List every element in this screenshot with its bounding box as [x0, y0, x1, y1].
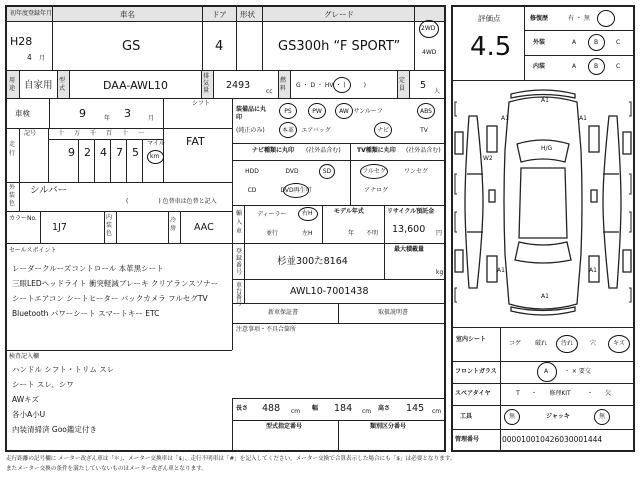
equipment-sub-label: (純正のみ)	[236, 127, 265, 134]
dealer-label: ディーラー	[257, 211, 287, 218]
grade: GS300h “F SPORT”	[278, 39, 401, 54]
mileage-digit: 9	[68, 146, 75, 159]
tv-item: フルセグ	[362, 168, 386, 175]
inspector-label: 検査記入欄	[9, 353, 40, 360]
doors-label: ドア	[212, 10, 227, 19]
equipment-item: 本革	[281, 127, 295, 134]
kg-unit: kg	[436, 269, 444, 276]
model: DAA-AWL10	[103, 79, 169, 92]
parallel-label: 並行	[266, 230, 279, 237]
interior-color-label: 内装色	[106, 214, 113, 237]
inspector-note-line: 各小A小U	[12, 410, 46, 419]
recycle-value: 13,600	[392, 224, 426, 235]
management-number: 000010010426030001444	[502, 435, 603, 444]
mileage-unit-header: 万	[74, 130, 81, 137]
chassis: AWL10-7001438	[290, 286, 369, 297]
fuel-hv-circle	[333, 77, 351, 93]
selling-point-line: レーダークルーズコントロール 本革黒シート	[12, 264, 164, 273]
tv-item: アナログ	[363, 187, 389, 194]
equipment-label: 装備品に丸印	[236, 106, 267, 121]
width: 184	[334, 403, 353, 414]
grade-mark: C	[616, 39, 621, 46]
tv-item: ワンセグ	[403, 168, 429, 175]
jack-label: ジャッキ	[546, 413, 570, 420]
jack-value: 無	[599, 413, 606, 420]
spare-tire-item: ・	[530, 390, 538, 397]
grade-mark: A	[572, 63, 577, 70]
manual-label: 取扱説明書	[378, 309, 409, 316]
reg-month-unit: 月	[39, 55, 46, 62]
drive-4wd: 4WD	[422, 49, 437, 56]
rating-score: 4.5	[470, 32, 512, 62]
inspection-year: 9	[79, 107, 86, 120]
equipment-item: PS	[284, 108, 292, 115]
inspection-month-unit: 月	[148, 115, 155, 122]
car-damage-diagram	[453, 82, 633, 325]
equipment-item: エアバッグ	[301, 127, 331, 134]
import-label: 輸入車	[236, 210, 243, 235]
fuel-label: 燃料	[280, 77, 287, 92]
mileage-divider	[94, 139, 95, 182]
equipment-item: AW	[339, 108, 349, 115]
seat-item: 穴	[589, 340, 597, 347]
inspector-note-line: 内装清掃済 Goo鑑定付き	[12, 425, 97, 434]
height: 145	[406, 403, 425, 414]
grade-mark: C	[616, 63, 621, 70]
capacity: 5	[420, 80, 427, 91]
mileage-digit: 4	[100, 146, 107, 159]
damage-mark: H/G	[541, 145, 553, 152]
seat-item: 汚れ	[560, 340, 574, 347]
body-label: 形状	[240, 10, 255, 19]
model-year-label: モデル年式	[334, 208, 364, 215]
shift-label: シフト	[192, 100, 211, 107]
mileage-unit-header: 千	[90, 130, 97, 137]
equipment-item: ABS	[420, 108, 432, 115]
windshield-label: フロントガラス	[455, 368, 497, 375]
mileage-digit: 2	[84, 146, 91, 159]
inspection-label: 車検	[15, 109, 30, 118]
reg-era: H28	[10, 35, 33, 48]
ext-label: 外装	[533, 39, 546, 46]
left-hand-label: 左H	[302, 230, 313, 237]
drive-2wd: 2WD	[421, 25, 436, 32]
management-label: 管理番号	[455, 436, 480, 443]
plate-label: 登録番号	[236, 248, 243, 276]
seat-item: キズ	[613, 340, 625, 347]
rating-label: 評価点	[478, 14, 501, 23]
mileage-unit-header: 十	[58, 130, 65, 137]
selling-point-line: シートエアコン シートヒーター バックカメラ フルセグTV	[12, 294, 208, 303]
mileage-divider	[78, 139, 79, 182]
capacity-label: 定員	[399, 77, 406, 92]
inspector-note-line: ハンドル シフト・トリム スレ	[12, 365, 115, 374]
width-unit: cm	[362, 408, 372, 415]
spare-tire-item: T	[516, 390, 520, 397]
tools-label: 工具	[460, 413, 473, 420]
mileage-divider	[126, 139, 127, 182]
selling-point-line: 三眼LEDヘッドライト 衝突軽減ブレーキ クリアランスソナー	[12, 279, 219, 288]
mileage-divider	[48, 139, 163, 140]
mileage-note: 記号	[24, 130, 37, 137]
warranty-label: 新車保証書	[268, 309, 299, 316]
doors: 4	[215, 39, 224, 54]
grade-mark: B	[594, 39, 599, 46]
length-label: 長さ	[236, 405, 249, 412]
shift: FAT	[186, 135, 205, 148]
int-label: 内装	[533, 63, 546, 70]
inspector-note-line: AWキズ	[12, 395, 39, 404]
grade-mark: B	[594, 63, 599, 70]
spare-tire-item: ・	[586, 390, 594, 397]
length-unit: cm	[291, 408, 301, 415]
color-code-label: カラーNo.	[9, 215, 37, 222]
footer-line-2: またメーター交換の条件を満たしていないものはメーター改ざん車となります。	[6, 466, 207, 472]
footer-line-1: 走行距離の記号欄に メーター改ざん車は「＊」、メーター交換車は「$」、走行不明車は「#」を記入してください。メーター交換で合算表示した場合にも「$」は必要となります。	[6, 456, 456, 462]
spare-tire-label: スペアタイヤ	[455, 390, 491, 397]
mileage-label: 走行	[9, 141, 16, 157]
damage-mark: A1	[501, 115, 509, 122]
model-label: 型式	[59, 77, 66, 92]
nav-label: ナビ種類に丸印	[252, 147, 295, 154]
exterior-label: 外装色	[9, 184, 16, 207]
tv-sub-label: (社外品含む)	[406, 147, 441, 154]
equipment-item: PW	[312, 108, 322, 115]
seat-item: コゲ	[508, 340, 522, 347]
tools-value: 無	[509, 413, 516, 420]
selling-point-line: Bluetooth パワーシート スマートキー ETC	[12, 309, 160, 318]
grade-label: グレード	[324, 10, 354, 19]
spare-tire-item: 修理KIT	[549, 390, 571, 397]
mileage-divider	[110, 139, 111, 182]
nav-sub-label: (社外品含む)	[306, 147, 341, 154]
damage-mark: A1	[579, 115, 587, 122]
yen-unit: 円	[436, 230, 443, 237]
height-label: 高さ	[378, 405, 391, 412]
fuel-options: G ・ D ・ HV ・ ( )	[296, 82, 367, 89]
exterior-color-note: ( ) 色替車は色替と記入	[126, 198, 217, 205]
reg-month: 4	[27, 53, 32, 62]
equipment-item: サンルーフ	[353, 108, 383, 115]
max-load-label: 最大積載量	[394, 246, 425, 253]
repair-circle	[597, 10, 615, 27]
km-label: km	[150, 153, 160, 160]
first-reg-label: 初年度登録年月	[10, 10, 53, 17]
damage-mark: A1	[541, 97, 549, 104]
damage-mark: A1	[541, 293, 549, 300]
model-year-unit: 年	[348, 230, 355, 237]
car-name-label: 車名	[120, 10, 135, 19]
seat-item: 破れ	[534, 340, 548, 347]
mileage-digit: 5	[132, 146, 139, 159]
spare-tire-item: 欠	[604, 390, 612, 397]
inspection-month: 3	[124, 107, 131, 120]
cc-unit: cc	[266, 88, 273, 95]
displacement: 2493	[226, 80, 251, 91]
plate: 杉並300た8164	[277, 256, 348, 267]
selling-points-label: セールスポイント	[9, 247, 57, 254]
width-label: 幅	[312, 405, 319, 412]
exterior-color: シルバー	[30, 185, 68, 196]
equipment-item: TV	[420, 127, 428, 134]
windshield-value: A	[544, 368, 549, 375]
damage-mark: A1	[589, 267, 597, 274]
seat-label: 室内シート	[456, 336, 487, 343]
tv-label: TV種類に丸印	[357, 147, 396, 154]
displacement-label: 排気量	[203, 73, 210, 94]
use: 自家用	[24, 80, 53, 91]
mileage-unit-header: 十	[122, 130, 129, 137]
equipment-item: ナビ	[376, 127, 390, 134]
inspection-year-unit: 年	[104, 115, 111, 122]
designation-label: 型式指定番号	[266, 423, 303, 430]
length: 488	[262, 403, 281, 414]
car-name: GS	[122, 39, 141, 54]
damage-mark: W2	[483, 155, 493, 162]
recycle-label: リサイクル預託金	[387, 208, 435, 215]
mileage-divider	[142, 139, 143, 182]
aircon-label: 冷房	[170, 217, 177, 232]
mileage-digit: 7	[116, 146, 123, 159]
model-year-unknown: 不明	[366, 230, 379, 237]
nav-item: DVD再生可	[280, 187, 312, 194]
nav-item: CD	[247, 187, 257, 194]
color-code: 1J7	[52, 222, 67, 233]
nav-item: HDD	[245, 168, 259, 175]
notes-label: 注意事項・不具合箇所	[236, 326, 297, 333]
damage-mark: A1	[497, 267, 505, 274]
inspector-note-line: シート スレ、シワ	[12, 380, 74, 389]
right-hand-label: 右H	[302, 210, 313, 217]
repair-label: 修復歴	[530, 15, 549, 22]
mileage-unit-header: 百	[106, 130, 113, 137]
category-label: 類別区分番号	[370, 423, 407, 430]
windshield-swap: ・ × 要交	[564, 368, 591, 375]
grade-mark: A	[572, 39, 577, 46]
mileage-unit-header: 一	[138, 130, 145, 137]
mile-label: マイル	[147, 140, 165, 147]
nav-item: SD	[322, 168, 332, 175]
height-unit: cm	[432, 408, 442, 415]
nav-item: DVD	[285, 168, 299, 175]
use-label: 用途	[9, 77, 16, 92]
capacity-unit: 人	[434, 88, 441, 95]
aircon: AAC	[194, 222, 214, 233]
chassis-label: 車台番号	[236, 282, 243, 307]
repair-options: 有 ・ 無	[568, 15, 590, 22]
